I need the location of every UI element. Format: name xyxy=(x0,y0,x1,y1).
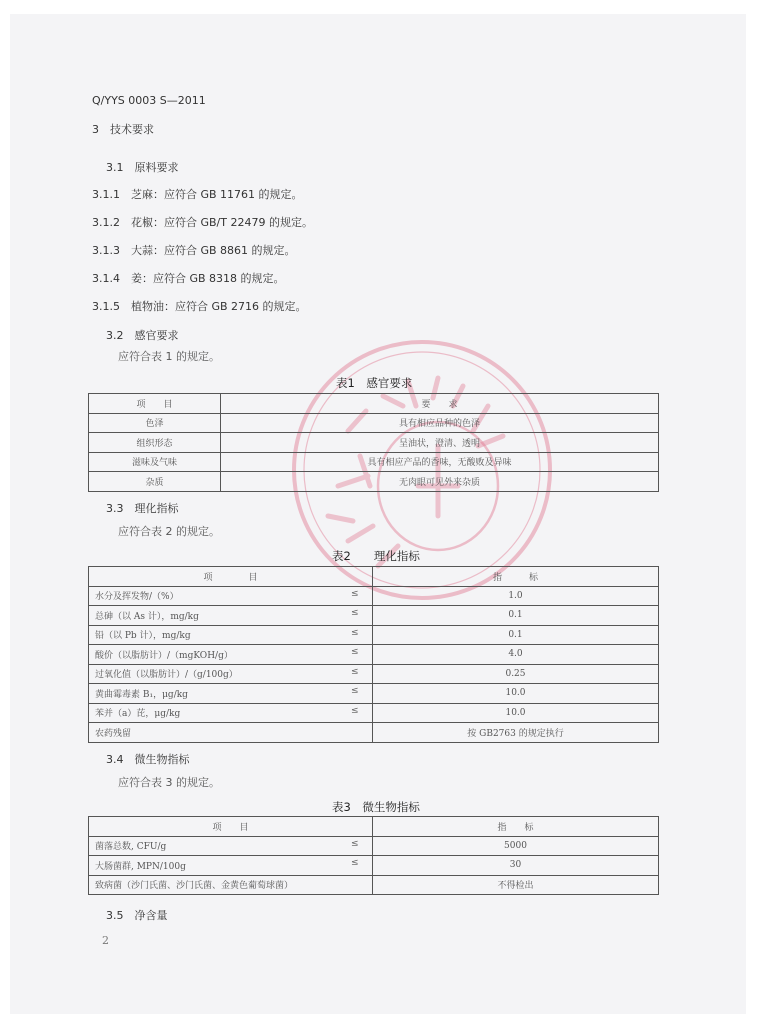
le-symbol: ≤ xyxy=(351,647,359,657)
section-3-4-note: 应符合表 3 的规定。 xyxy=(118,776,220,789)
table-row xyxy=(89,836,659,856)
indicator-item: 黄曲霉毒素 B₁，μg/kg xyxy=(95,689,188,700)
table-microbiological-indicators xyxy=(88,816,659,895)
table-cell: 具有相应品种的色泽 xyxy=(221,413,659,433)
table-row xyxy=(89,433,659,453)
section-3-2-note: 应符合表 1 的规定。 xyxy=(118,350,220,363)
le-symbol: ≤ xyxy=(351,666,359,677)
table-row xyxy=(89,472,659,492)
indicator-item: 水分及挥发物/（%） xyxy=(95,592,179,603)
table-cell: 呈油状，澄清、透明 xyxy=(221,433,659,453)
section-3-2-heading: 3.2 感官要求 xyxy=(106,329,179,342)
table-cell: 10.0 xyxy=(373,684,659,704)
table-cell xyxy=(89,625,373,645)
table-cell xyxy=(89,875,373,895)
table-cell: 组织形态 xyxy=(89,433,221,453)
table3-caption: 表3 微生物指标 xyxy=(332,800,420,814)
table-header-cell: 指 标 xyxy=(373,567,659,587)
table-row xyxy=(89,452,659,472)
table-row xyxy=(89,703,659,723)
indicator-item: 过氧化值（以脂肪计）/（g/100g） xyxy=(95,670,238,681)
table-cell xyxy=(89,645,373,665)
table-row xyxy=(89,606,659,626)
table-cell xyxy=(89,836,373,856)
table-sensory-requirements xyxy=(88,393,659,492)
indicator-item: 苯并（a）芘，μg/kg xyxy=(95,709,181,720)
indicator-item: 菌落总数, CFU/g xyxy=(95,842,167,853)
table-cell: 4.0 xyxy=(373,645,659,665)
indicator-item: 总砷（以 As 计），mg/kg xyxy=(95,611,199,622)
table-cell xyxy=(89,684,373,704)
table-cell: 不得检出 xyxy=(373,875,659,895)
table-cell: 0.25 xyxy=(373,664,659,684)
document-page xyxy=(10,14,746,1014)
table-row xyxy=(89,586,659,606)
indicator-item: 酸价（以脂肪计）/（mgKOH/g） xyxy=(95,650,233,661)
indicator-item: 铅（以 Pb 计），mg/kg xyxy=(95,631,191,642)
table-header-row xyxy=(89,817,659,837)
table-cell xyxy=(89,586,373,606)
section-3-1-5: 3.1.5 植物油：应符合 GB 2716 的规定。 xyxy=(92,300,307,313)
le-symbol: ≤ xyxy=(351,838,359,849)
section-3-1-3: 3.1.3 大蒜：应符合 GB 8861 的规定。 xyxy=(92,244,296,257)
le-symbol: ≤ xyxy=(351,705,359,716)
table-cell: 无肉眼可见外来杂质 xyxy=(221,472,659,492)
doc-code: Q/YYS 0003 S—2011 xyxy=(92,94,206,107)
table-header-row xyxy=(89,567,659,587)
le-symbol: ≤ xyxy=(351,686,359,696)
table-header-cell: 指 标 xyxy=(373,817,659,837)
table1-caption: 表1 感官要求 xyxy=(336,376,413,390)
table-cell: 30 xyxy=(373,856,659,876)
table-cell xyxy=(89,606,373,626)
table-cell: 1.0 xyxy=(373,586,659,606)
table-cell: 10.0 xyxy=(373,703,659,723)
section-3-3-heading: 3.3 理化指标 xyxy=(106,502,179,515)
table-cell xyxy=(89,703,373,723)
table-header-cell: 项 目 xyxy=(89,394,221,414)
table-row xyxy=(89,664,659,684)
table-row xyxy=(89,875,659,895)
le-symbol: ≤ xyxy=(351,588,359,599)
section-3-1-4: 3.1.4 姜：应符合 GB 8318 的规定。 xyxy=(92,272,285,285)
le-symbol: ≤ xyxy=(351,627,359,638)
table-row xyxy=(89,625,659,645)
page-number: 2 xyxy=(102,934,109,947)
table-header-cell: 项 目 xyxy=(89,567,373,587)
table-header-cell: 项 目 xyxy=(89,817,373,837)
section-3-4-heading: 3.4 微生物指标 xyxy=(106,753,190,766)
table-cell: 滋味及气味 xyxy=(89,452,221,472)
section-3-1-heading: 3.1 原料要求 xyxy=(106,161,179,174)
section-3-3-note: 应符合表 2 的规定。 xyxy=(118,525,220,538)
table-cell: 色泽 xyxy=(89,413,221,433)
table2-caption: 表2 理化指标 xyxy=(332,549,420,563)
le-symbol: ≤ xyxy=(351,608,359,618)
table-cell xyxy=(89,664,373,684)
table-header-row xyxy=(89,394,659,414)
table-physicochemical-indicators xyxy=(88,566,659,743)
le-symbol: ≤ xyxy=(351,858,359,868)
table-cell: 5000 xyxy=(373,836,659,856)
table-row xyxy=(89,645,659,665)
table-row xyxy=(89,684,659,704)
section-3-1-2: 3.1.2 花椒：应符合 GB/T 22479 的规定。 xyxy=(92,216,313,229)
table-cell xyxy=(89,856,373,876)
indicator-item: 大肠菌群, MPN/100g xyxy=(95,861,186,872)
table-header-cell: 要 求 xyxy=(221,394,659,414)
indicator-item: 农药残留 xyxy=(95,728,132,739)
section-3-heading: 3 技术要求 xyxy=(92,123,154,136)
table-cell: 杂质 xyxy=(89,472,221,492)
table-cell: 0.1 xyxy=(373,606,659,626)
table-cell: 按 GB2763 的规定执行 xyxy=(373,723,659,743)
section-3-1-1: 3.1.1 芝麻：应符合 GB 11761 的规定。 xyxy=(92,188,303,201)
indicator-item: 致病菌（沙门氏菌、沙门氏菌、金黄色葡萄球菌） xyxy=(95,881,294,892)
table-cell xyxy=(89,723,373,743)
table-cell: 0.1 xyxy=(373,625,659,645)
table-row xyxy=(89,413,659,433)
table-row xyxy=(89,723,659,743)
table-row xyxy=(89,856,659,876)
section-3-5-heading: 3.5 净含量 xyxy=(106,909,168,922)
table-cell: 具有相应产品的香味，无酸败及异味 xyxy=(221,452,659,472)
